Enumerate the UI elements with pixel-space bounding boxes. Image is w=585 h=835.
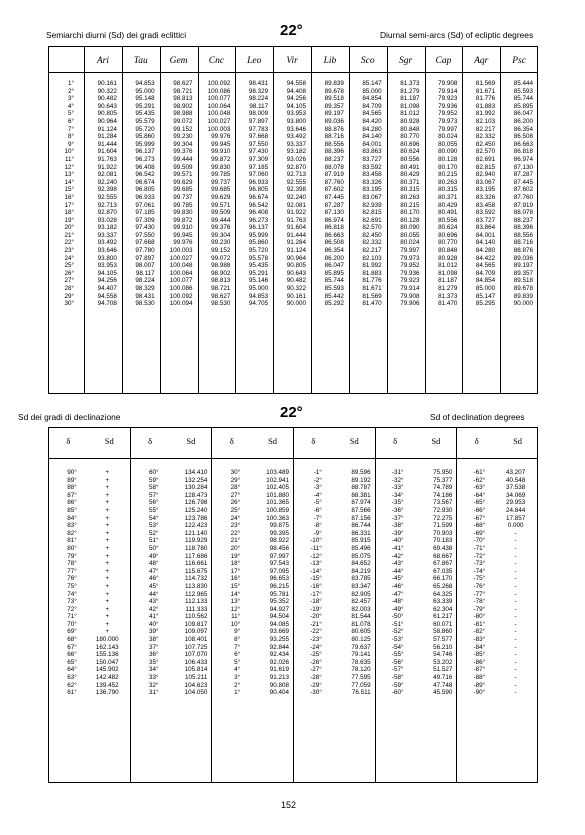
table1-header-psc: Psc (512, 56, 526, 66)
table2-header-sd: Sd (513, 436, 523, 446)
table2-delta-column: -31° -32° -33° -34° -35° -36° -37° -38° -39° -40° -41° -42° -43° -44° -45° -46° -47° -48° -49° -50° -51° -52° -53° -54° -55° -56° -57° -58° -59° -60° (391, 469, 404, 697)
table2-header-sd: Sd (186, 436, 196, 446)
table2-header-sd: Sd (349, 436, 359, 446)
table2-delta-column: 30° 29° 28° 27° 26° 25° 24° 23° 22° 21° 20° 19° 18° 17° 16° 15° 14° 13° 12° 11° 10° 9° 8° 7° 6° 5° 4° 3° 2° 1° (230, 469, 241, 697)
table1-column-leo: 98.431 98.329 98.224 98.117 98.009 97.897 97.783 97.668 97.550 97.430 97.309 97.185 97.060 96.933 96.805 96.674 96.542 96.408 96.273 96.137 95.999 95.860 95.720 95.578 95.435 95.291 95.146 95.000 94.853 94.705 (248, 80, 269, 308)
table2-sd-column: 89.596 89.192 88.787 88.381 87.974 87.566 87.156 86.744 86.331 85.915 85.496 85.075 84.652 84.219 83.785 83.347 82.905 82.457 82.003 81.544 81.078 80.605 80.125 79.637 79.141 78.635 78.120 77.595 77.059 76.511 (351, 469, 371, 697)
table2-title-right: Sd of declination degrees (430, 412, 525, 422)
table2-header-delta: δ (66, 436, 71, 446)
table2-header-sd: Sd (268, 436, 278, 446)
table1-header-cnc: Cnc (208, 56, 225, 66)
table2-title-left: Sd dei gradi di declinazione (18, 412, 121, 422)
table1-title-right: Diurnal semi-arcs (Sd) of ecliptic degrees (380, 30, 534, 40)
table2-sd-column: 103.489 102.941 102.405 101.880 101.365 100.859 100.363 99.875 99.395 98.922 98.456 97.997 97.543 97.095 96.653 96.215 95.781 95.352 94.927 94.504 94.085 93.669 93.255 92.844 92.434 92.026 91.619 91.213 90.808 90.404 (266, 469, 289, 697)
table2-header-sd: Sd (104, 436, 114, 446)
table1-header-vir: Vir (286, 56, 298, 66)
table2-header-delta: δ (311, 436, 316, 446)
table1-header-leo: Leo (247, 56, 262, 66)
table1-title-center: 22° (280, 22, 303, 39)
table2-header-sd: Sd (431, 436, 441, 446)
table2-delta-column: -1° -2° -3° -4° -5° -6° -7° -8° -9° -10° -11° -12° -13° -14° -15° -16° -17° -18° -19° -20° -21° -22° -23° -24° -25° -26° -27° -28° -29° -30° (310, 469, 322, 697)
table1-header-aqr: Aqr (474, 56, 489, 66)
table1-column-ari: 90.161 90.322 90.482 90.643 90.805 90.964 91.124 91.284 91.444 91.604 91.763 91.922 92.081 92.240 92.398 92.555 92.713 92.870 93.028 93.182 93.337 93.492 93.646 93.800 93.953 94.105 94.256 94.407 94.558 94.708 (97, 80, 117, 308)
table1-header-gem: Gem (169, 56, 188, 66)
table1-column-tau: 94.853 95.000 95.148 95.291 95.435 95.579 95.720 95.860 95.999 96.137 96.273 96.408 96.542 96.674 96.805 96.933 97.061 97.185 97.309 97.430 97.550 97.668 97.780 97.897 98.007 98.117 98.224 98.329 98.431 98.530 (135, 80, 155, 308)
table2-header-delta: δ (229, 436, 234, 446)
table1-column-sgr: 81.373 81.279 81.187 81.098 81.012 80.928 80.848 80.770 80.696 80.624 80.556 80.491 80.429 80.371 80.315 80.263 80.215 80.170 80.128 80.090 80.055 80.024 79.997 79.973 79.952 79.936 79.923 79.914 79.908 79.906 (400, 80, 420, 308)
table1-header-sco: Sco (360, 56, 375, 66)
table1-degree-column: 1° 2° 3° 4° 5° 6° 7° 8° 9° 10° 11° 12° 13° 14° 15° 16° 17° 18° 19° 20° 21° 22° 23° 24° 25° 26° 27° 28° 29° 30° (64, 80, 74, 308)
table1-header-cap: Cap (435, 56, 452, 66)
table2-header-delta: δ (474, 436, 479, 446)
table2-sd-column: 134.410 132.254 130.284 128.473 126.798 125.240 123.786 122.423 121.140 119.929 118.780 117.686 116.661 115.675 114.732 113.830 112.965 112.133 111.333 110.562 109.817 109.097 108.401 107.725 107.070 106.433 105.814 105.211 104.623 104.050 (184, 469, 208, 697)
table2-delta-column: -61° -62° -63° -64° -65° -66° -67° -68° -69° -70° -71° -72° -73° -74° -75° -76° -77° -78° -79° -80° -81° -82° -83° -84° -85° -86° -87° -88° -89° -90° (473, 469, 486, 697)
table1-column-cnc: 100.092 100.086 100.077 100.064 100.048 100.027 100.003 99.976 99.945 99.910 99.872 99.830 99.785 99.737 99.685 99.629 99.571 99.509 99.444 99.376 99.304 99.230 99.152 99.072 98.988 98.902 98.813 98.721 98.627 98.530 (207, 80, 231, 308)
table2-delta-column: 90° 89° 88° 87° 86° 85° 84° 83° 82° 81° 80° 79° 78° 77° 76° 75° 74° 73° 72° 71° 70° 69° 68° 67° 66° 65° 64° 63° 62° 61° (67, 469, 77, 697)
page-number: 152 (281, 800, 297, 810)
table1-header-lib: Lib (323, 56, 337, 66)
table1-column-aqr: 81.569 81.671 81.776 81.883 81.992 82.103 82.217 82.332 82.450 82.570 82.691 82.815 82.940 83.067 83.195 83.326 83.458 83.592 83.727 83.864 84.001 84.140 84.280 84.422 84.565 84.709 84.854 85.000 85.147 85.295 (475, 80, 496, 308)
table2-sd-column: 75.950 75.377 74.789 74.186 73.567 72.930 72.275 71.599 70.903 70.183 69.438 68.667 67.867 67.035 66.170 65.268 64.325 63.339 62.304 61.217 60.071 58.860 57.577 56.210 54.746 53.202 51.527 49.716 47.748 45.590 (433, 469, 453, 697)
table1-column-sco: 85.147 85.000 84.854 84.709 84.565 84.420 84.280 84.140 84.001 83.863 83.727 83.592 83.458 83.326 83.195 83.067 82.939 82.815 82.691 82.570 82.450 82.332 82.217 82.103 81.992 81.883 81.776 81.671 81.569 81.470 (362, 80, 382, 308)
table2-header-delta: δ (393, 436, 398, 446)
table2-title-center: 22° (280, 404, 303, 421)
table2-sd-column: 43.207 40.548 37.538 34.069 29.953 24.844 17.857 0.000 - - - - - - - - - - - - - - - - - - - - - - (505, 469, 526, 697)
table1-header-sgr: Sgr (398, 56, 413, 66)
table1-header-tau: Tau (133, 56, 148, 66)
table1-header-ari: Ari (96, 56, 109, 66)
table1-column-cap: 79.908 79.914 79.923 79.936 79.952 79.973 79.997 80.024 80.055 80.090 80.128 80.170 80.215 80.263 80.315 80.371 80.429 80.491 80.556 80.624 80.696 80.770 80.848 80.928 81.012 81.098 81.187 81.279 81.373 81.470 (438, 80, 458, 308)
table1-column-vir: 94.558 94.408 94.256 94.105 93.953 93.800 93.646 93.492 93.337 93.182 93.026 92.870 92.713 92.555 92.398 92.240 92.081 91.922 91.763 91.604 91.444 91.284 91.124 90.964 90.805 90.643 90.482 90.322 90.161 90.000 (286, 80, 306, 308)
table1-title-left: Semiarchi diurni (Sd) dei gradi eclittici (46, 30, 187, 40)
table1-column-gem: 98.627 98.721 98.813 98.902 98.988 99.072 99.152 99.230 99.304 99.376 99.444 99.509 99.571 99.629 99.685 99.737 99.785 99.830 99.872 99.910 99.945 99.976 100.003 100.027 100.048 100.064 100.077 100.086 100.092 100.094 (169, 80, 193, 308)
table1-column-psc: 85.444 85.593 85.744 85.895 86.047 86.200 86.354 86.508 86.663 86.818 86.974 87.130 87.287 87.445 87.602 87.760 87.919 88.078 88.237 88.396 88.556 88.716 88.876 89.036 89.197 89.357 89.518 89.678 89.839 90.000 (513, 80, 533, 308)
table2-header-delta: δ (148, 436, 153, 446)
table1-column-lib: 89.839 89.678 89.518 89.357 89.197 89.036 88.876 88.716 88.556 88.396 88.237 88.078 87.919 87.760 87.602 87.445 87.287 87.130 86.974 86.818 86.663 86.508 86.354 86.200 86.047 85.895 85.744 85.593 85.442 85.292 (324, 80, 344, 308)
table2-delta-column: 60° 59° 58° 57° 56° 55° 54° 53° 52° 51° 50° 49° 48° 47° 46° 45° 44° 43° 42° 41° 40° 39° 38° 37° 36° 35° 34° 33° 32° 31° (148, 469, 159, 697)
table2-sd-column: + + + + + + + + + + + + + + + + + + + + + + 180.000 162.143 155.136 150.047 145.902 142.482 139.452 136.790 (95, 469, 119, 697)
